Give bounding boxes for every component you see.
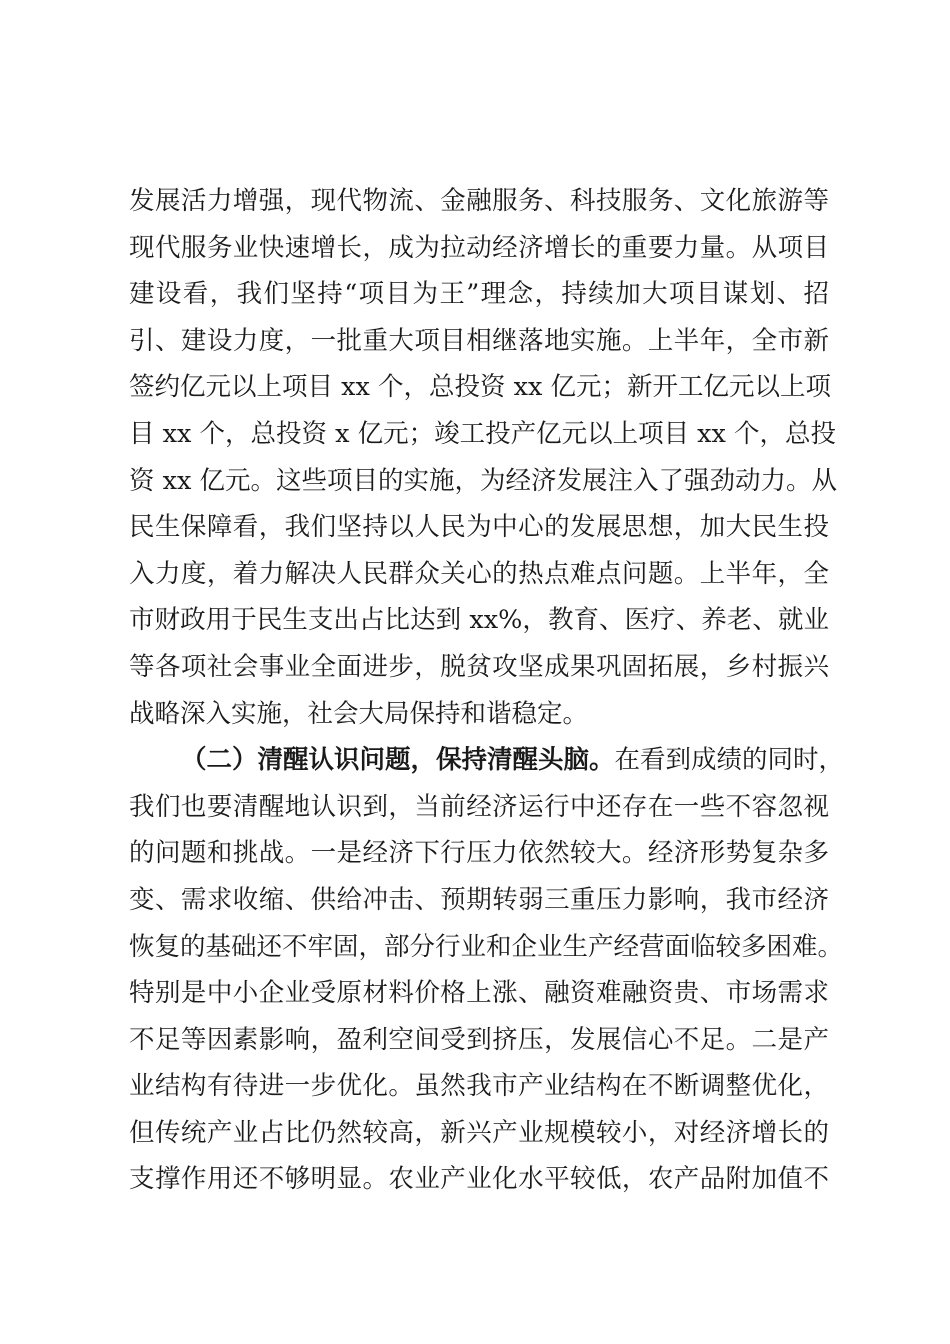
paragraph-line: 支撑作用还不够明显。农业产业化水平较低，农产品附加值不 bbox=[129, 1164, 829, 1195]
paragraph-line: 目 xx 个，总投资 x 亿元；竣工投产亿元以上项目 xx 个，总投 bbox=[129, 418, 837, 449]
paragraph-line: 入力度，着力解决人民群众关心的热点难点问题。上半年，全 bbox=[129, 558, 829, 589]
paragraph-line: 资 xx 亿元。这些项目的实施，为经济发展注入了强劲动力。从 bbox=[129, 465, 837, 496]
section-heading-line bbox=[129, 737, 845, 784]
body-text bbox=[129, 178, 845, 1203]
paragraph-line: 现代服务业快速增长，成为拉动经济增长的重要力量。从项目 bbox=[129, 232, 829, 263]
paragraph-line: 但传统产业占比仍然较高，新兴产业规模较小，对经济增长的 bbox=[129, 1117, 829, 1148]
section-heading: （二）清醒认识问题，保持清醒头脑。 bbox=[181, 745, 615, 776]
paragraph-line: 建设看，我们坚持“项目为王”理念，持续加大项目谋划、招 bbox=[129, 279, 829, 310]
paragraph-line: 民生保障看，我们坚持以人民为中心的发展思想，加大民生投 bbox=[129, 512, 829, 543]
paragraph-line: 的问题和挑战。一是经济下行压力依然较大。经济形势复杂多 bbox=[129, 838, 829, 869]
paragraph-line: 恢复的基础还不牢固，部分行业和企业生产经营面临较多困难。 bbox=[129, 931, 844, 962]
paragraph-line: 战略深入实施，社会大局保持和谐稳定。 bbox=[129, 698, 589, 729]
section-heading-continuation: 在看到成绩的同时， bbox=[614, 745, 845, 776]
paragraph-line: 不足等因素影响，盈利空间受到挤压，发展信心不足。二是产 bbox=[129, 1024, 829, 1055]
paragraph-line: 业结构有待进一步优化。虽然我市产业结构在不断调整优化， bbox=[129, 1071, 829, 1102]
paragraph-line: 我们也要清醒地认识到，当前经济运行中还存在一些不容忽视 bbox=[129, 791, 829, 822]
paragraph-line: 市财政用于民生支出占比达到 xx%，教育、医疗、养老、就业 bbox=[129, 605, 829, 636]
paragraph-line: 等各项社会事业全面进步，脱贫攻坚成果巩固拓展，乡村振兴 bbox=[129, 651, 829, 682]
paragraph-line: 特别是中小企业受原材料价格上涨、融资难融资贵、市场需求 bbox=[129, 978, 829, 1009]
paragraph-line: 引、建设力度，一批重大项目相继落地实施。上半年，全市新 bbox=[129, 325, 829, 356]
paragraph-line: 变、需求收缩、供给冲击、预期转弱三重压力影响，我市经济 bbox=[129, 884, 829, 915]
paragraph-line: 发展活力增强，现代物流、金融服务、科技服务、文化旅游等 bbox=[129, 186, 829, 216]
paragraph-line: 签约亿元以上项目 xx 个，总投资 xx 亿元；新开工亿元以上项 bbox=[129, 372, 831, 403]
